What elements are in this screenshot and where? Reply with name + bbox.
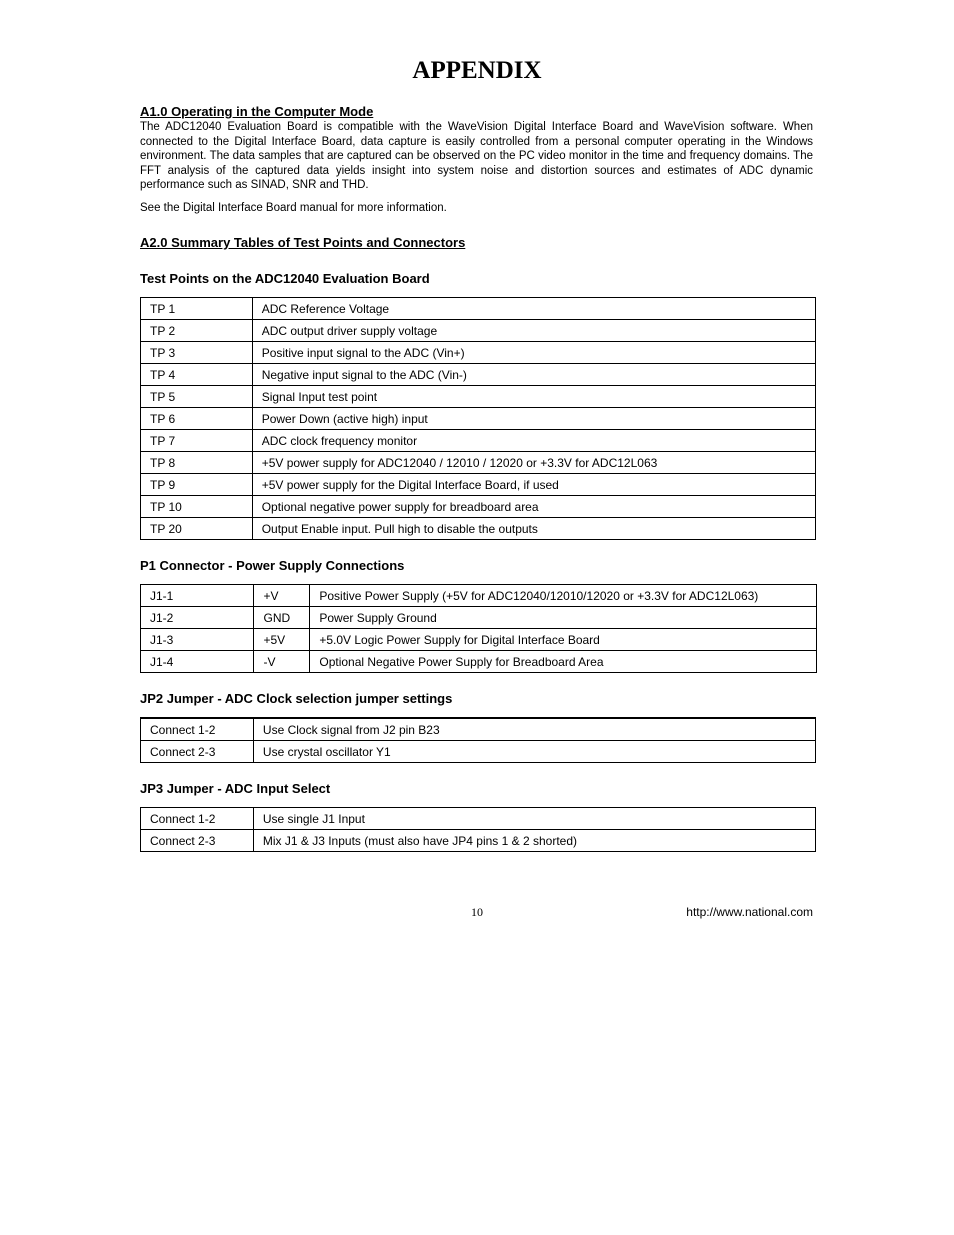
table-row <box>141 430 816 452</box>
test-point-id: TP 6 <box>141 408 253 430</box>
test-point-description: Positive input signal to the ADC (Vin+) <box>252 342 815 364</box>
test-point-id: TP 10 <box>141 496 253 518</box>
jumper-setting: Connect 2-3 <box>141 830 254 852</box>
p1-connector-table <box>140 584 817 673</box>
table-row <box>141 496 816 518</box>
test-points-table <box>140 297 816 540</box>
test-point-description: +5V power supply for ADC12040 / 12010 / 12020 or +3.3V for ADC12L063 <box>252 452 815 474</box>
pin-description: +5.0V Logic Power Supply for Digital Interface Board <box>310 629 817 651</box>
jumper-description: Use single J1 Input <box>253 808 815 830</box>
jumper-description: Use Clock signal from J2 pin B23 <box>253 718 815 741</box>
test-point-description: ADC Reference Voltage <box>252 298 815 320</box>
jp3-jumper-heading: JP3 Jumper - ADC Input Select <box>140 781 331 796</box>
jumper-description: Mix J1 & J3 Inputs (must also have JP4 pins 1 & 2 shorted) <box>253 830 815 852</box>
table-row <box>141 408 816 430</box>
test-point-description: Signal Input test point <box>252 386 815 408</box>
pin-signal: GND <box>254 607 310 629</box>
test-point-id: TP 2 <box>141 320 253 342</box>
table-row <box>141 741 816 763</box>
test-point-description: Output Enable input. Pull high to disable the outputs <box>252 518 815 540</box>
jp2-jumper-table <box>140 717 816 763</box>
pin-signal: -V <box>254 651 310 673</box>
pin-signal: +5V <box>254 629 310 651</box>
jp2-jumper-heading: JP2 Jumper - ADC Clock selection jumper settings <box>140 691 453 706</box>
test-point-description: +5V power supply for the Digital Interface Board, if used <box>252 474 815 496</box>
pin-id: J1-3 <box>141 629 254 651</box>
table-row <box>141 342 816 364</box>
test-points-heading: Test Points on the ADC12040 Evaluation Board <box>140 271 430 286</box>
test-point-description: Negative input signal to the ADC (Vin-) <box>252 364 815 386</box>
table-row <box>141 452 816 474</box>
table-row <box>141 629 817 651</box>
test-point-id: TP 20 <box>141 518 253 540</box>
pin-id: J1-4 <box>141 651 254 673</box>
jumper-description: Use crystal oscillator Y1 <box>253 741 815 763</box>
section-a1-heading: A1.0 Operating in the Computer Mode <box>140 104 374 119</box>
pin-description: Power Supply Ground <box>310 607 817 629</box>
pin-id: J1-1 <box>141 585 254 607</box>
table-row <box>141 518 816 540</box>
test-point-id: TP 8 <box>141 452 253 474</box>
table-row <box>141 718 816 741</box>
table-row <box>141 585 817 607</box>
test-point-description: ADC output driver supply voltage <box>252 320 815 342</box>
test-point-id: TP 7 <box>141 430 253 452</box>
table-row <box>141 607 817 629</box>
test-point-description: ADC clock frequency monitor <box>252 430 815 452</box>
table-row <box>141 651 817 673</box>
table-row <box>141 830 816 852</box>
section-a1-note: See the Digital Interface Board manual for more information. <box>140 202 447 214</box>
table-row <box>141 474 816 496</box>
table-row <box>141 386 816 408</box>
jumper-setting: Connect 2-3 <box>141 741 254 763</box>
jumper-setting: Connect 1-2 <box>141 808 254 830</box>
pin-description: Optional Negative Power Supply for Breadboard Area <box>310 651 817 673</box>
pin-signal: +V <box>254 585 310 607</box>
test-point-id: TP 1 <box>141 298 253 320</box>
section-a2-heading: A2.0 Summary Tables of Test Points and Connectors <box>140 235 466 250</box>
table-row <box>141 320 816 342</box>
test-point-id: TP 3 <box>141 342 253 364</box>
test-point-id: TP 9 <box>141 474 253 496</box>
page-number: 10 <box>471 905 483 919</box>
test-point-id: TP 5 <box>141 386 253 408</box>
section-a1-paragraph: The ADC12040 Evaluation Board is compatible with the WaveVision Digital Interface Board and WaveVision software. When connected to the Digital Interface Board, data capture is easily controlled from a personal computer operating in the Windows environment. The data samples that are captured can be observed on the PC video monitor in the time and frequency domains. The FFT analysis of the captured data yields insight into system noise and distortion sources and estimates of ADC dynamic performance such as SINAD, SNR and THD. <box>140 121 813 192</box>
test-point-id: TP 4 <box>141 364 253 386</box>
table-row <box>141 298 816 320</box>
jp3-jumper-table <box>140 807 816 852</box>
pin-description: Positive Power Supply (+5V for ADC12040/12010/12020 or +3.3V for ADC12L063) <box>310 585 817 607</box>
pin-id: J1-2 <box>141 607 254 629</box>
test-point-description: Optional negative power supply for breadboard area <box>252 496 815 518</box>
page-title: APPENDIX <box>412 57 542 84</box>
table-row <box>141 364 816 386</box>
test-point-description: Power Down (active high) input <box>252 408 815 430</box>
jumper-setting: Connect 1-2 <box>141 718 254 741</box>
footer-url: http://www.national.com <box>686 905 813 919</box>
p1-connector-heading: P1 Connector - Power Supply Connections <box>140 558 405 573</box>
table-row <box>141 808 816 830</box>
